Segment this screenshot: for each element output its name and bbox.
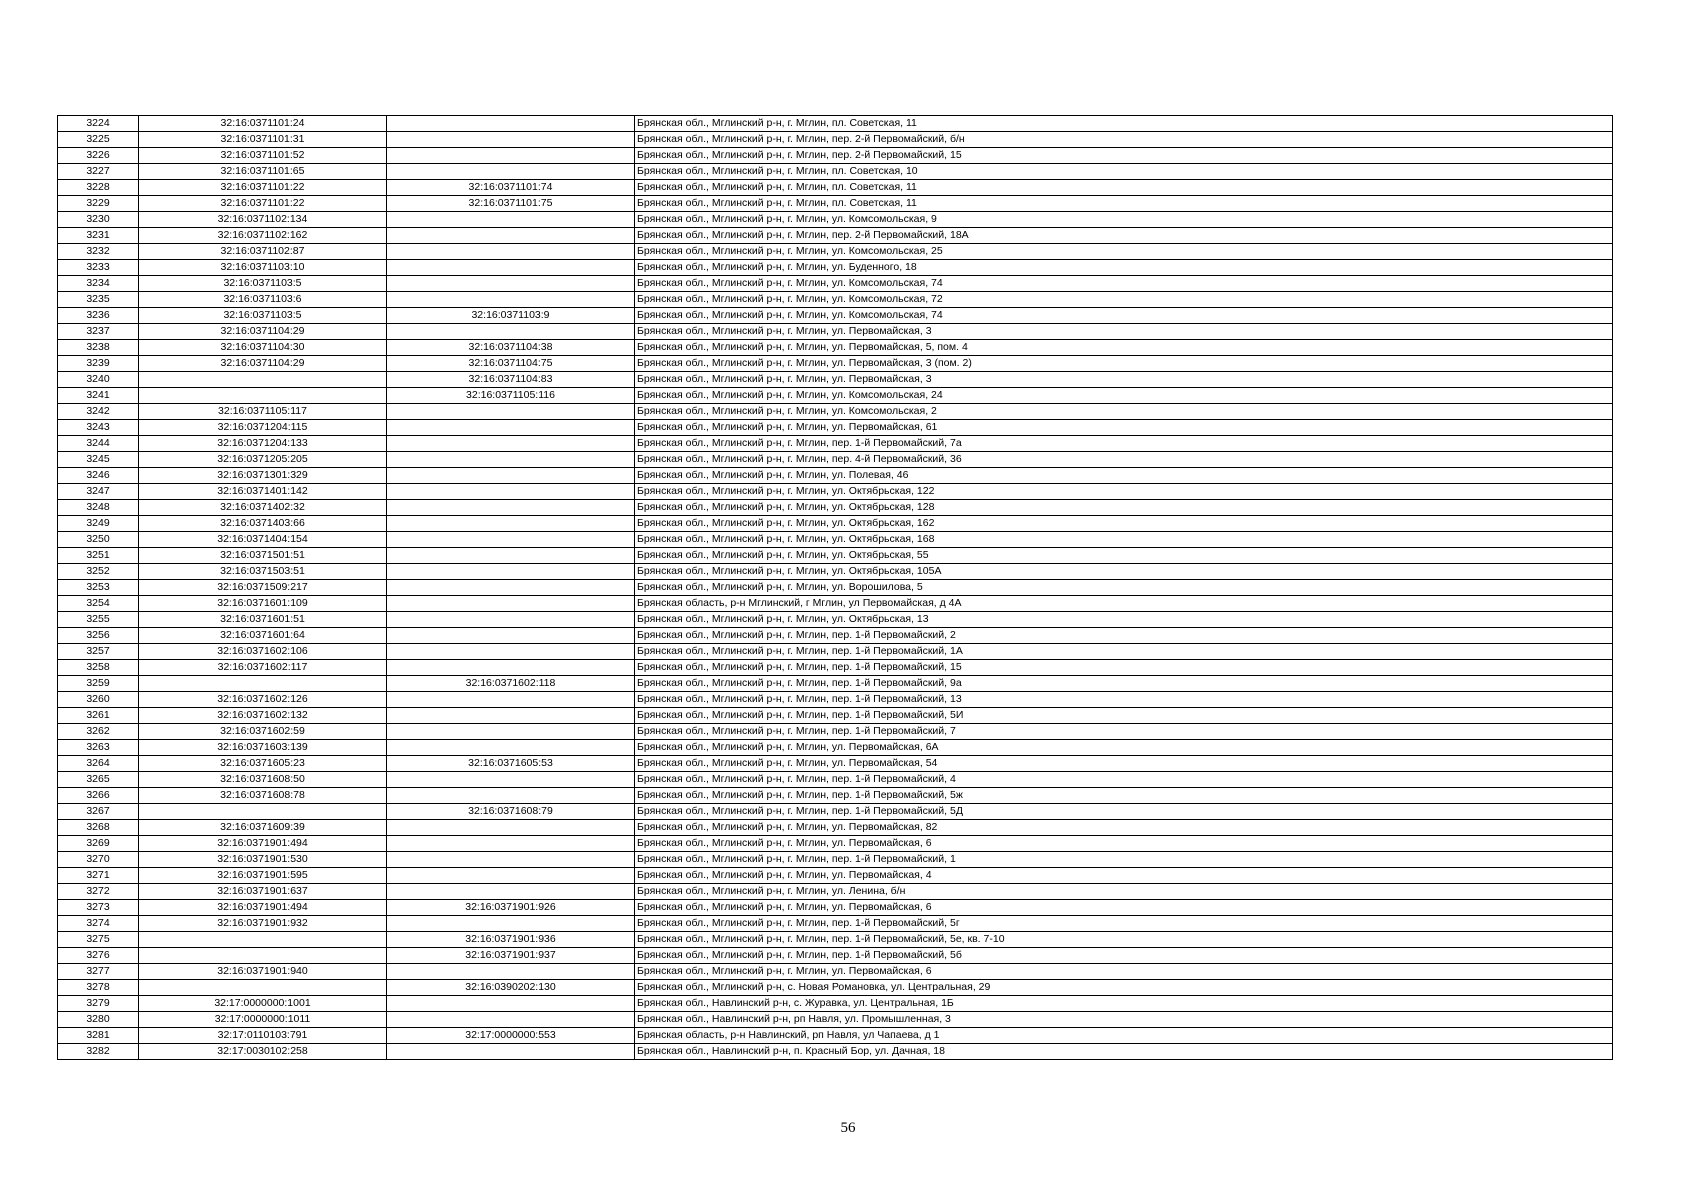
row-number-cell: 3263	[58, 740, 139, 756]
cadastral-number-cell: 32:16:0371901:932	[139, 916, 387, 932]
building-cadastral-cell	[387, 788, 635, 804]
address-cell: Брянская обл., Мглинский р-н, г. Мглин, ул. Буденного, 18	[635, 260, 1613, 276]
row-number-cell: 3271	[58, 868, 139, 884]
address-cell: Брянская обл., Мглинский р-н, г. Мглин, ул. Первомайская, 3	[635, 324, 1613, 340]
cadastral-number-cell: 32:16:0371901:940	[139, 964, 387, 980]
building-cadastral-cell	[387, 420, 635, 436]
address-cell: Брянская обл., Мглинский р-н, г. Мглин, пер. 1-й Первомайский, 2	[635, 628, 1613, 644]
table-row	[58, 484, 1613, 500]
cadastral-number-cell: 32:16:0371602:132	[139, 708, 387, 724]
address-cell: Брянская обл., Мглинский р-н, с. Новая Романовка, ул. Центральная, 29	[635, 980, 1613, 996]
cadastral-number-cell: 32:16:0371901:494	[139, 836, 387, 852]
building-cadastral-cell	[387, 324, 635, 340]
table-row	[58, 660, 1613, 676]
building-cadastral-cell	[387, 868, 635, 884]
table-row	[58, 292, 1613, 308]
address-cell: Брянская обл., Навлинский р-н, п. Красный Бор, ул. Дачная, 18	[635, 1044, 1613, 1060]
row-number-cell: 3229	[58, 196, 139, 212]
row-number-cell: 3256	[58, 628, 139, 644]
cadastral-number-cell: 32:16:0371103:5	[139, 276, 387, 292]
table-row	[58, 788, 1613, 804]
table-row	[58, 884, 1613, 900]
building-cadastral-cell: 32:16:0371101:74	[387, 180, 635, 196]
row-number-cell: 3276	[58, 948, 139, 964]
address-cell: Брянская обл., Мглинский р-н, г. Мглин, ул. Первомайская, 6	[635, 900, 1613, 916]
table-row	[58, 500, 1613, 516]
row-number-cell: 3272	[58, 884, 139, 900]
table-row	[58, 372, 1613, 388]
building-cadastral-cell	[387, 292, 635, 308]
table-row	[58, 676, 1613, 692]
cadastral-number-cell: 32:16:0371901:637	[139, 884, 387, 900]
cadastral-number-cell: 32:16:0371602:126	[139, 692, 387, 708]
table-row	[58, 340, 1613, 356]
address-cell: Брянская обл., Мглинский р-н, г. Мглин, ул. Первомайская, 3	[635, 372, 1613, 388]
row-number-cell: 3275	[58, 932, 139, 948]
table-row	[58, 932, 1613, 948]
cadastral-number-cell	[139, 804, 387, 820]
row-number-cell: 3251	[58, 548, 139, 564]
cadastral-number-cell: 32:16:0371205:205	[139, 452, 387, 468]
table-row	[58, 628, 1613, 644]
building-cadastral-cell	[387, 500, 635, 516]
row-number-cell: 3254	[58, 596, 139, 612]
table-row	[58, 436, 1613, 452]
address-cell: Брянская обл., Мглинский р-н, г. Мглин, пер. 1-й Первомайский, 9а	[635, 676, 1613, 692]
address-cell: Брянская обл., Мглинский р-н, г. Мглин, пер. 1-й Первомайский, 7а	[635, 436, 1613, 452]
address-cell: Брянская обл., Мглинский р-н, г. Мглин, ул. Комсомольская, 74	[635, 276, 1613, 292]
cadastral-number-cell: 32:16:0371601:64	[139, 628, 387, 644]
table-body	[58, 116, 1613, 1060]
row-number-cell: 3273	[58, 900, 139, 916]
cadastral-number-cell: 32:16:0371404:154	[139, 532, 387, 548]
table-row	[58, 260, 1613, 276]
address-cell: Брянская обл., Мглинский р-н, г. Мглин, пл. Советская, 11	[635, 116, 1613, 132]
building-cadastral-cell	[387, 612, 635, 628]
table-row	[58, 532, 1613, 548]
building-cadastral-cell	[387, 212, 635, 228]
cadastral-number-cell: 32:16:0371101:65	[139, 164, 387, 180]
cadastral-number-cell: 32:16:0371103:6	[139, 292, 387, 308]
cadastral-number-cell: 32:17:0000000:1011	[139, 1012, 387, 1028]
building-cadastral-cell: 32:16:0371608:79	[387, 804, 635, 820]
building-cadastral-cell	[387, 276, 635, 292]
row-number-cell: 3249	[58, 516, 139, 532]
address-cell: Брянская обл., Мглинский р-н, г. Мглин, ул. Первомайская, 6	[635, 836, 1613, 852]
address-cell: Брянская обл., Мглинский р-н, г. Мглин, пер. 1-й Первомайский, 5б	[635, 948, 1613, 964]
cadastral-number-cell: 32:16:0371101:31	[139, 132, 387, 148]
building-cadastral-cell	[387, 660, 635, 676]
row-number-cell: 3242	[58, 404, 139, 420]
address-cell: Брянская обл., Мглинский р-н, г. Мглин, пер. 1-й Первомайский, 13	[635, 692, 1613, 708]
cadastral-number-cell: 32:16:0371901:595	[139, 868, 387, 884]
row-number-cell: 3225	[58, 132, 139, 148]
row-number-cell: 3267	[58, 804, 139, 820]
table-row	[58, 308, 1613, 324]
cadastral-number-cell: 32:16:0371104:30	[139, 340, 387, 356]
cadastral-number-cell: 32:16:0371509:217	[139, 580, 387, 596]
cadastral-number-cell: 32:16:0371104:29	[139, 356, 387, 372]
address-cell: Брянская обл., Мглинский р-н, г. Мглин, ул. Комсомольская, 25	[635, 244, 1613, 260]
address-cell: Брянская обл., Мглинский р-н, г. Мглин, ул. Комсомольская, 9	[635, 212, 1613, 228]
building-cadastral-cell: 32:16:0371901:936	[387, 932, 635, 948]
cadastral-number-cell	[139, 372, 387, 388]
cadastral-number-cell: 32:16:0371608:78	[139, 788, 387, 804]
row-number-cell: 3268	[58, 820, 139, 836]
cadastral-number-cell: 32:16:0371101:24	[139, 116, 387, 132]
cadastral-number-cell: 32:16:0371401:142	[139, 484, 387, 500]
cadastral-number-cell: 32:16:0371105:117	[139, 404, 387, 420]
row-number-cell: 3239	[58, 356, 139, 372]
cadastral-number-cell	[139, 932, 387, 948]
table-row	[58, 772, 1613, 788]
address-cell: Брянская обл., Мглинский р-н, г. Мглин, ул. Комсомольская, 2	[635, 404, 1613, 420]
building-cadastral-cell	[387, 836, 635, 852]
building-cadastral-cell	[387, 772, 635, 788]
table-row	[58, 724, 1613, 740]
cadastral-number-cell: 32:16:0371103:10	[139, 260, 387, 276]
building-cadastral-cell	[387, 532, 635, 548]
table-row	[58, 692, 1613, 708]
cadastral-number-cell: 32:16:0371403:66	[139, 516, 387, 532]
cadastral-number-cell: 32:16:0371103:5	[139, 308, 387, 324]
address-cell: Брянская обл., Мглинский р-н, г. Мглин, пер. 1-й Первомайский, 7	[635, 724, 1613, 740]
row-number-cell: 3264	[58, 756, 139, 772]
table-row	[58, 836, 1613, 852]
cadastral-number-cell: 32:16:0371101:22	[139, 196, 387, 212]
address-cell: Брянская обл., Мглинский р-н, г. Мглин, ул. Комсомольская, 72	[635, 292, 1613, 308]
table-row	[58, 244, 1613, 260]
table-row	[58, 612, 1613, 628]
address-cell: Брянская обл., Навлинский р-н, с. Журавка, ул. Центральная, 1Б	[635, 996, 1613, 1012]
building-cadastral-cell: 32:16:0371901:926	[387, 900, 635, 916]
table-row	[58, 116, 1613, 132]
row-number-cell: 3226	[58, 148, 139, 164]
cadastral-number-cell: 32:16:0371402:32	[139, 500, 387, 516]
row-number-cell: 3236	[58, 308, 139, 324]
table-row	[58, 276, 1613, 292]
building-cadastral-cell	[387, 548, 635, 564]
address-cell: Брянская обл., Мглинский р-н, г. Мглин, пер. 1-й Первомайский, 5е, кв. 7-10	[635, 932, 1613, 948]
address-cell: Брянская обл., Мглинский р-н, г. Мглин, ул. Октябрьская, 105А	[635, 564, 1613, 580]
row-number-cell: 3250	[58, 532, 139, 548]
address-cell: Брянская обл., Мглинский р-н, г. Мглин, ул. Комсомольская, 24	[635, 388, 1613, 404]
row-number-cell: 3261	[58, 708, 139, 724]
address-cell: Брянская обл., Мглинский р-н, г. Мглин, ул. Октябрьская, 128	[635, 500, 1613, 516]
building-cadastral-cell	[387, 852, 635, 868]
row-number-cell: 3245	[58, 452, 139, 468]
address-cell: Брянская обл., Мглинский р-н, г. Мглин, ул. Октябрьская, 13	[635, 612, 1613, 628]
cadastral-number-cell: 32:17:0110103:791	[139, 1028, 387, 1044]
building-cadastral-cell	[387, 628, 635, 644]
row-number-cell: 3262	[58, 724, 139, 740]
cadastral-number-cell: 32:16:0371901:494	[139, 900, 387, 916]
table-row	[58, 388, 1613, 404]
building-cadastral-cell	[387, 404, 635, 420]
table-row	[58, 164, 1613, 180]
cadastral-number-cell: 32:17:0000000:1001	[139, 996, 387, 1012]
building-cadastral-cell: 32:16:0371901:937	[387, 948, 635, 964]
table-row	[58, 756, 1613, 772]
table-row	[58, 996, 1613, 1012]
table-row	[58, 324, 1613, 340]
address-cell: Брянская обл., Мглинский р-н, г. Мглин, пер. 1-й Первомайский, 1	[635, 852, 1613, 868]
address-cell: Брянская обл., Мглинский р-н, г. Мглин, ул. Октябрьская, 122	[635, 484, 1613, 500]
row-number-cell: 3232	[58, 244, 139, 260]
row-number-cell: 3255	[58, 612, 139, 628]
table-row	[58, 804, 1613, 820]
building-cadastral-cell	[387, 708, 635, 724]
building-cadastral-cell	[387, 580, 635, 596]
address-cell: Брянская обл., Мглинский р-н, г. Мглин, ул. Первомайская, 61	[635, 420, 1613, 436]
address-cell: Брянская обл., Мглинский р-н, г. Мглин, ул. Первомайская, 3 (пом. 2)	[635, 356, 1613, 372]
building-cadastral-cell: 32:16:0371104:75	[387, 356, 635, 372]
building-cadastral-cell	[387, 260, 635, 276]
table-row	[58, 132, 1613, 148]
building-cadastral-cell	[387, 468, 635, 484]
address-cell: Брянская обл., Мглинский р-н, г. Мглин, ул. Первомайская, 82	[635, 820, 1613, 836]
row-number-cell: 3234	[58, 276, 139, 292]
row-number-cell: 3228	[58, 180, 139, 196]
row-number-cell: 3241	[58, 388, 139, 404]
address-cell: Брянская обл., Мглинский р-н, г. Мглин, ул. Первомайская, 6А	[635, 740, 1613, 756]
building-cadastral-cell	[387, 996, 635, 1012]
row-number-cell: 3247	[58, 484, 139, 500]
building-cadastral-cell	[387, 436, 635, 452]
table-row	[58, 180, 1613, 196]
row-number-cell: 3257	[58, 644, 139, 660]
table-row	[58, 740, 1613, 756]
page-number: 56	[840, 1120, 856, 1136]
address-cell: Брянская обл., Мглинский р-н, г. Мглин, ул. Октябрьская, 162	[635, 516, 1613, 532]
cadastral-number-cell	[139, 948, 387, 964]
row-number-cell: 3231	[58, 228, 139, 244]
table-row	[58, 868, 1613, 884]
table-row	[58, 404, 1613, 420]
building-cadastral-cell: 32:16:0371602:118	[387, 676, 635, 692]
row-number-cell: 3269	[58, 836, 139, 852]
table-row	[58, 148, 1613, 164]
building-cadastral-cell	[387, 964, 635, 980]
cadastral-number-cell	[139, 980, 387, 996]
table-row	[58, 1012, 1613, 1028]
cadastral-number-cell: 32:16:0371101:52	[139, 148, 387, 164]
table-row	[58, 820, 1613, 836]
table-row	[58, 580, 1613, 596]
table-row	[58, 916, 1613, 932]
cadastral-number-cell: 32:16:0371601:109	[139, 596, 387, 612]
cadastral-number-cell: 32:16:0371601:51	[139, 612, 387, 628]
address-cell: Брянская обл., Мглинский р-н, г. Мглин, пер. 2-й Первомайский, 15	[635, 148, 1613, 164]
table-row	[58, 452, 1613, 468]
table-row	[58, 948, 1613, 964]
row-number-cell: 3252	[58, 564, 139, 580]
table-row	[58, 1044, 1613, 1060]
row-number-cell: 3248	[58, 500, 139, 516]
table-row	[58, 564, 1613, 580]
cadastral-number-cell: 32:17:0030102:258	[139, 1044, 387, 1060]
table-row	[58, 852, 1613, 868]
row-number-cell: 3235	[58, 292, 139, 308]
building-cadastral-cell	[387, 484, 635, 500]
cadastral-number-cell: 32:16:0371301:329	[139, 468, 387, 484]
cadastral-number-cell: 32:16:0371204:115	[139, 420, 387, 436]
row-number-cell: 3258	[58, 660, 139, 676]
address-cell: Брянская обл., Мглинский р-н, г. Мглин, ул. Первомайская, 4	[635, 868, 1613, 884]
building-cadastral-cell	[387, 884, 635, 900]
address-cell: Брянская обл., Мглинский р-н, г. Мглин, пер. 1-й Первомайский, 15	[635, 660, 1613, 676]
address-cell: Брянская обл., Мглинский р-н, г. Мглин, пер. 1-й Первомайский, 4	[635, 772, 1613, 788]
building-cadastral-cell	[387, 916, 635, 932]
address-cell: Брянская обл., Мглинский р-н, г. Мглин, ул. Ворошилова, 5	[635, 580, 1613, 596]
building-cadastral-cell	[387, 1044, 635, 1060]
row-number-cell: 3279	[58, 996, 139, 1012]
address-cell: Брянская обл., Мглинский р-н, г. Мглин, пер. 1-й Первомайский, 5г	[635, 916, 1613, 932]
building-cadastral-cell	[387, 148, 635, 164]
cadastral-number-cell: 32:16:0371102:134	[139, 212, 387, 228]
building-cadastral-cell: 32:16:0371105:116	[387, 388, 635, 404]
cadastral-number-cell: 32:16:0371602:106	[139, 644, 387, 660]
table-row	[58, 516, 1613, 532]
row-number-cell: 3253	[58, 580, 139, 596]
row-number-cell: 3224	[58, 116, 139, 132]
cadastral-number-cell: 32:16:0371102:162	[139, 228, 387, 244]
building-cadastral-cell	[387, 116, 635, 132]
building-cadastral-cell: 32:16:0371605:53	[387, 756, 635, 772]
row-number-cell: 3233	[58, 260, 139, 276]
cadastral-number-cell: 32:16:0371605:23	[139, 756, 387, 772]
building-cadastral-cell: 32:16:0371103:9	[387, 308, 635, 324]
building-cadastral-cell	[387, 228, 635, 244]
address-cell: Брянская обл., Мглинский р-н, г. Мглин, ул. Первомайская, 54	[635, 756, 1613, 772]
row-number-cell: 3237	[58, 324, 139, 340]
cadastral-number-cell: 32:16:0371101:22	[139, 180, 387, 196]
row-number-cell: 3238	[58, 340, 139, 356]
row-number-cell: 3244	[58, 436, 139, 452]
address-cell: Брянская обл., Мглинский р-н, г. Мглин, пер. 4-й Первомайский, 36	[635, 452, 1613, 468]
table-row	[58, 468, 1613, 484]
row-number-cell: 3230	[58, 212, 139, 228]
cadastral-number-cell: 32:16:0371503:51	[139, 564, 387, 580]
table-row	[58, 548, 1613, 564]
cadastral-number-cell: 32:16:0371602:117	[139, 660, 387, 676]
address-cell: Брянская обл., Мглинский р-н, г. Мглин, пл. Советская, 11	[635, 180, 1613, 196]
table-row	[58, 356, 1613, 372]
address-cell: Брянская обл., Мглинский р-н, г. Мглин, пл. Советская, 10	[635, 164, 1613, 180]
building-cadastral-cell	[387, 132, 635, 148]
building-cadastral-cell	[387, 644, 635, 660]
building-cadastral-cell	[387, 564, 635, 580]
row-number-cell: 3259	[58, 676, 139, 692]
address-cell: Брянская обл., Мглинский р-н, г. Мглин, пер. 1-й Первомайский, 5Д	[635, 804, 1613, 820]
address-cell: Брянская обл., Мглинский р-н, г. Мглин, ул. Октябрьская, 55	[635, 548, 1613, 564]
building-cadastral-cell	[387, 244, 635, 260]
building-cadastral-cell	[387, 740, 635, 756]
building-cadastral-cell: 32:16:0371104:83	[387, 372, 635, 388]
table-row	[58, 596, 1613, 612]
building-cadastral-cell: 32:16:0390202:130	[387, 980, 635, 996]
table-row	[58, 708, 1613, 724]
cadastral-number-cell: 32:16:0371603:139	[139, 740, 387, 756]
cadastral-number-cell: 32:16:0371609:39	[139, 820, 387, 836]
cadastral-table	[57, 115, 1613, 1060]
table-row	[58, 964, 1613, 980]
address-cell: Брянская обл., Мглинский р-н, г. Мглин, пер. 1-й Первомайский, 5И	[635, 708, 1613, 724]
row-number-cell: 3265	[58, 772, 139, 788]
address-cell: Брянская обл., Мглинский р-н, г. Мглин, пер. 2-й Первомайский, б/н	[635, 132, 1613, 148]
table-row	[58, 212, 1613, 228]
cadastral-number-cell: 32:16:0371608:50	[139, 772, 387, 788]
cadastral-number-cell: 32:16:0371204:133	[139, 436, 387, 452]
row-number-cell: 3227	[58, 164, 139, 180]
row-number-cell: 3281	[58, 1028, 139, 1044]
row-number-cell: 3270	[58, 852, 139, 868]
address-cell: Брянская обл., Мглинский р-н, г. Мглин, пл. Советская, 11	[635, 196, 1613, 212]
building-cadastral-cell	[387, 596, 635, 612]
address-cell: Брянская обл., Мглинский р-н, г. Мглин, пер. 2-й Первомайский, 18А	[635, 228, 1613, 244]
row-number-cell: 3280	[58, 1012, 139, 1028]
cadastral-number-cell	[139, 676, 387, 692]
cadastral-number-cell: 32:16:0371501:51	[139, 548, 387, 564]
building-cadastral-cell: 32:17:0000000:553	[387, 1028, 635, 1044]
table-row	[58, 980, 1613, 996]
building-cadastral-cell	[387, 1012, 635, 1028]
address-cell: Брянская область, р-н Мглинский, г Мглин, ул Первомайская, д 4А	[635, 596, 1613, 612]
row-number-cell: 3274	[58, 916, 139, 932]
building-cadastral-cell	[387, 820, 635, 836]
row-number-cell: 3243	[58, 420, 139, 436]
cadastral-number-cell: 32:16:0371102:87	[139, 244, 387, 260]
address-cell: Брянская обл., Мглинский р-н, г. Мглин, ул. Первомайская, 5, пом. 4	[635, 340, 1613, 356]
table-row	[58, 228, 1613, 244]
address-cell: Брянская область, р-н Навлинский, рп Навля, ул Чапаева, д 1	[635, 1028, 1613, 1044]
cadastral-number-cell: 32:16:0371104:29	[139, 324, 387, 340]
building-cadastral-cell: 32:16:0371104:38	[387, 340, 635, 356]
address-cell: Брянская обл., Мглинский р-н, г. Мглин, ул. Комсомольская, 74	[635, 308, 1613, 324]
building-cadastral-cell	[387, 452, 635, 468]
building-cadastral-cell	[387, 516, 635, 532]
building-cadastral-cell	[387, 692, 635, 708]
address-cell: Брянская обл., Навлинский р-н, рп Навля, ул. Промышленная, 3	[635, 1012, 1613, 1028]
row-number-cell: 3278	[58, 980, 139, 996]
building-cadastral-cell: 32:16:0371101:75	[387, 196, 635, 212]
address-cell: Брянская обл., Мглинский р-н, г. Мглин, пер. 1-й Первомайский, 5ж	[635, 788, 1613, 804]
address-cell: Брянская обл., Мглинский р-н, г. Мглин, ул. Первомайская, 6	[635, 964, 1613, 980]
address-cell: Брянская обл., Мглинский р-н, г. Мглин, ул. Ленина, б/н	[635, 884, 1613, 900]
table-row	[58, 420, 1613, 436]
row-number-cell: 3282	[58, 1044, 139, 1060]
table-row	[58, 900, 1613, 916]
cadastral-number-cell: 32:16:0371901:530	[139, 852, 387, 868]
row-number-cell: 3266	[58, 788, 139, 804]
row-number-cell: 3246	[58, 468, 139, 484]
row-number-cell: 3240	[58, 372, 139, 388]
address-cell: Брянская обл., Мглинский р-н, г. Мглин, ул. Октябрьская, 168	[635, 532, 1613, 548]
table-row	[58, 196, 1613, 212]
cadastral-number-cell: 32:16:0371602:59	[139, 724, 387, 740]
address-cell: Брянская обл., Мглинский р-н, г. Мглин, пер. 1-й Первомайский, 1А	[635, 644, 1613, 660]
table-row	[58, 644, 1613, 660]
row-number-cell: 3260	[58, 692, 139, 708]
row-number-cell: 3277	[58, 964, 139, 980]
cadastral-number-cell	[139, 388, 387, 404]
building-cadastral-cell	[387, 164, 635, 180]
address-cell: Брянская обл., Мглинский р-н, г. Мглин, ул. Полевая, 46	[635, 468, 1613, 484]
table-row	[58, 1028, 1613, 1044]
building-cadastral-cell	[387, 724, 635, 740]
